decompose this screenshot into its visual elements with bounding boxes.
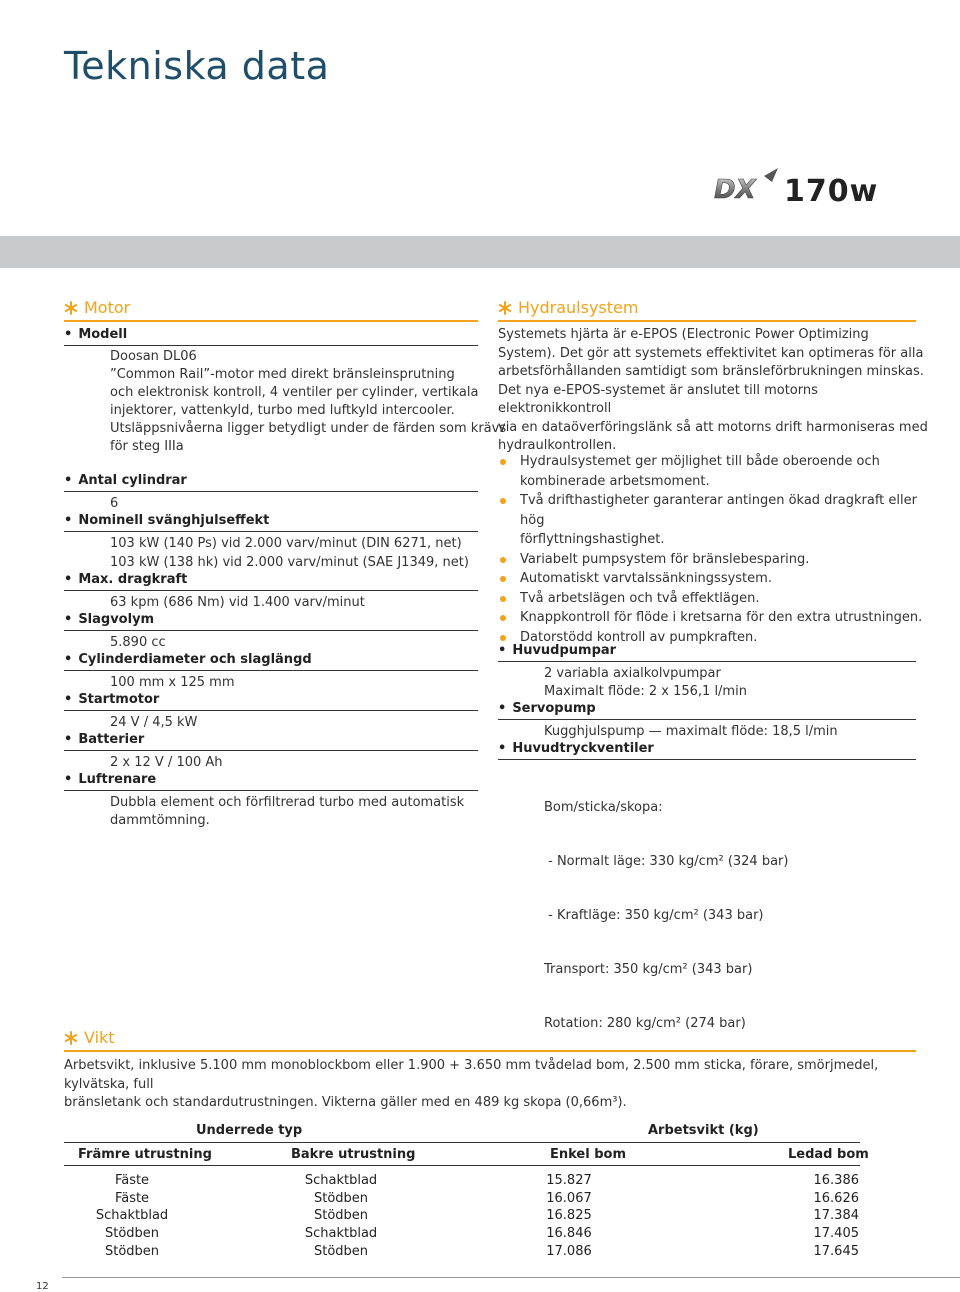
bullet-dot-icon xyxy=(500,576,506,582)
table-group-arbetsvikt: Arbetsvikt (kg) xyxy=(648,1123,759,1138)
bullet-dot-icon xyxy=(500,635,506,641)
asterisk-icon xyxy=(498,301,512,315)
rule xyxy=(498,661,916,662)
dx170w-logo xyxy=(712,168,908,208)
huvudpumpar-value-2: Maximalt flöde: 2 x 156,1 l/min xyxy=(544,684,747,699)
table-row: Fäste Stödben 16.067 16.626 xyxy=(114,1190,859,1206)
vikt-text: Arbetsvikt, inklusive 5.100 mm monoblockbom eller 1.900 + 3.650 mm tvådelad bom, 2.500 mm sticka, förare, smörjmedel, kylvätska, full bränsletank och standardutrustningen. Vikterna gäller med en 489 kg skopa (0,66m³). xyxy=(64,1058,879,1110)
startmotor-value: 24 V / 4,5 kW xyxy=(110,715,198,730)
asterisk-icon xyxy=(64,1031,78,1045)
huvudtryckventiler-label: • Huvudtryckventiler xyxy=(498,741,654,756)
modell-label: • Modell xyxy=(64,327,127,342)
table-header-enkel: Enkel bom xyxy=(550,1147,627,1162)
list-item: Knappkontroll för flöde i kretsarna för den extra utrustningen. xyxy=(498,608,928,628)
footer-rule xyxy=(62,1277,960,1278)
rule xyxy=(64,710,478,711)
bullet-dot-icon xyxy=(500,557,506,563)
cylindrar-value: 6 xyxy=(110,496,119,511)
huvudpumpar-value-1: 2 variabla axialkolvpumpar xyxy=(544,666,721,681)
batterier-label: • Batterier xyxy=(64,732,144,747)
motor-heading: Motor xyxy=(64,298,130,317)
rule xyxy=(498,719,916,720)
rule xyxy=(64,491,478,492)
cylinderdiameter-value: 100 mm x 125 mm xyxy=(110,675,235,690)
table-row: Fäste Schaktblad 15.827 16.386 xyxy=(114,1173,859,1189)
hydraul-intro: Systemets hjärta är e-EPOS (Electronic Power Optimizing System). Det gör att systemets effektivitet kan optimeras för alla arbetsförhållanden samtidigt som bränsleförbrukningen minskas. Det nya e-EPOS-systemet är anslutet till motorns elektronikkontroll via en dataöverföringslänk så att motorns drift harmoniseras med hydraulkontrollen. xyxy=(498,327,928,453)
table-rule xyxy=(64,1142,860,1143)
servopump-label: • Servopump xyxy=(498,701,596,716)
header-band xyxy=(0,236,960,268)
slagvolym-label: • Slagvolym xyxy=(64,612,154,627)
vikt-heading: Vikt xyxy=(64,1028,115,1047)
table-rule xyxy=(64,1165,860,1166)
slagvolym-value: 5.890 cc xyxy=(110,635,166,650)
list-item: Datorstödd kontroll av pumpkraften. xyxy=(498,628,928,648)
rule xyxy=(64,750,478,751)
svg-text:170w: 170w xyxy=(784,174,879,208)
rule xyxy=(64,345,478,346)
dragkraft-value: 63 kpm (686 Nm) vid 1.400 varv/minut xyxy=(110,595,365,610)
huvudtryckventiler-value: Bom/sticka/skopa: - Normalt läge: 330 kg/cm² (324 bar) - Kraftläge: 350 kg/cm² (343 bar) Transport: 350 kg/cm² (343 bar) Rotation: 280 kg/cm² (274 bar) xyxy=(544,800,789,1031)
list-item: Automatiskt varvtalssänkningssystem. xyxy=(498,569,928,589)
luftrenare-value: Dubbla element och förfiltrerad turbo med automatisk dammtömning. xyxy=(110,795,465,828)
table-header-ledad: Ledad bom xyxy=(788,1147,869,1162)
table-row: Stödben Stödben 17.086 17.645 xyxy=(104,1243,859,1259)
servopump-value: Kugghjulspump — maximalt flöde: 18,5 l/min xyxy=(544,724,838,739)
table-row: Schaktblad Stödben 16.825 17.384 xyxy=(95,1208,859,1224)
hydraul-rule xyxy=(498,320,916,322)
vikt-rule xyxy=(64,1050,916,1052)
list-item: Två arbetslägen och två effektlägen. xyxy=(498,589,928,609)
page-number: 12 xyxy=(36,1281,49,1292)
table-row: Stödben Schaktblad 16.846 17.405 xyxy=(104,1226,859,1242)
startmotor-label: • Startmotor xyxy=(64,692,159,707)
dragkraft-label: • Max. dragkraft xyxy=(64,572,187,587)
rule xyxy=(64,670,478,671)
huvudpumpar-label: • Huvudpumpar xyxy=(498,643,616,658)
asterisk-icon xyxy=(64,301,78,315)
bullet-dot-icon xyxy=(500,498,506,504)
effekt-value-1: 103 kW (140 Ps) vid 2.000 varv/minut (DIN 6271, net) xyxy=(110,536,462,551)
list-item: Variabelt pumpsystem för bränslebesparing. xyxy=(498,550,928,570)
rule xyxy=(64,590,478,591)
list-item: Hydraulsystemet ger möjlighet till både oberoende och kombinerade arbetsmoment. xyxy=(498,452,928,491)
bullet-dot-icon xyxy=(500,596,506,602)
hydraul-bullet-list xyxy=(498,452,928,647)
table-group-underrede: Underrede typ xyxy=(196,1123,303,1138)
batterier-value: 2 x 12 V / 100 Ah xyxy=(110,755,223,770)
effekt-label: • Nominell svänghjulseffekt xyxy=(64,513,269,528)
rule xyxy=(64,790,478,791)
rule xyxy=(498,759,916,760)
rule xyxy=(64,630,478,631)
bullet-dot-icon xyxy=(500,615,506,621)
svg-text:DX: DX xyxy=(714,175,756,205)
hydraul-heading: Hydraulsystem xyxy=(498,298,638,317)
luftrenare-label: • Luftrenare xyxy=(64,772,156,787)
weight-table xyxy=(64,1172,860,1260)
cylinderdiameter-label: • Cylinderdiameter och slaglängd xyxy=(64,652,312,667)
page-title: Tekniska data xyxy=(64,44,330,88)
table-header-bakre: Bakre utrustning xyxy=(291,1147,416,1162)
table-header-framre: Främre utrustning xyxy=(78,1147,212,1162)
weight-table-body xyxy=(64,1172,860,1260)
cylindrar-label: • Antal cylindrar xyxy=(64,473,187,488)
list-item: Två drifthastigheter garanterar antingen ökad dragkraft eller hög förflyttningshastighet. xyxy=(498,491,928,550)
modell-value: Doosan DL06 ”Common Rail”-motor med direkt bränsleinsprutning och elektronisk kontroll, 4 ventiler per cylinder, vertikala injektorer, vattenkyld, turbo med luftkyld intercooler. Utsläppsnivåerna ligger betydligt under de färden som krävs för steg IIIa xyxy=(110,349,507,454)
bullet-dot-icon xyxy=(500,459,506,465)
motor-rule xyxy=(64,320,478,322)
effekt-value-2: 103 kW (138 hk) vid 2.000 varv/minut (SAE J1349, net) xyxy=(110,555,469,570)
rule xyxy=(64,531,478,532)
